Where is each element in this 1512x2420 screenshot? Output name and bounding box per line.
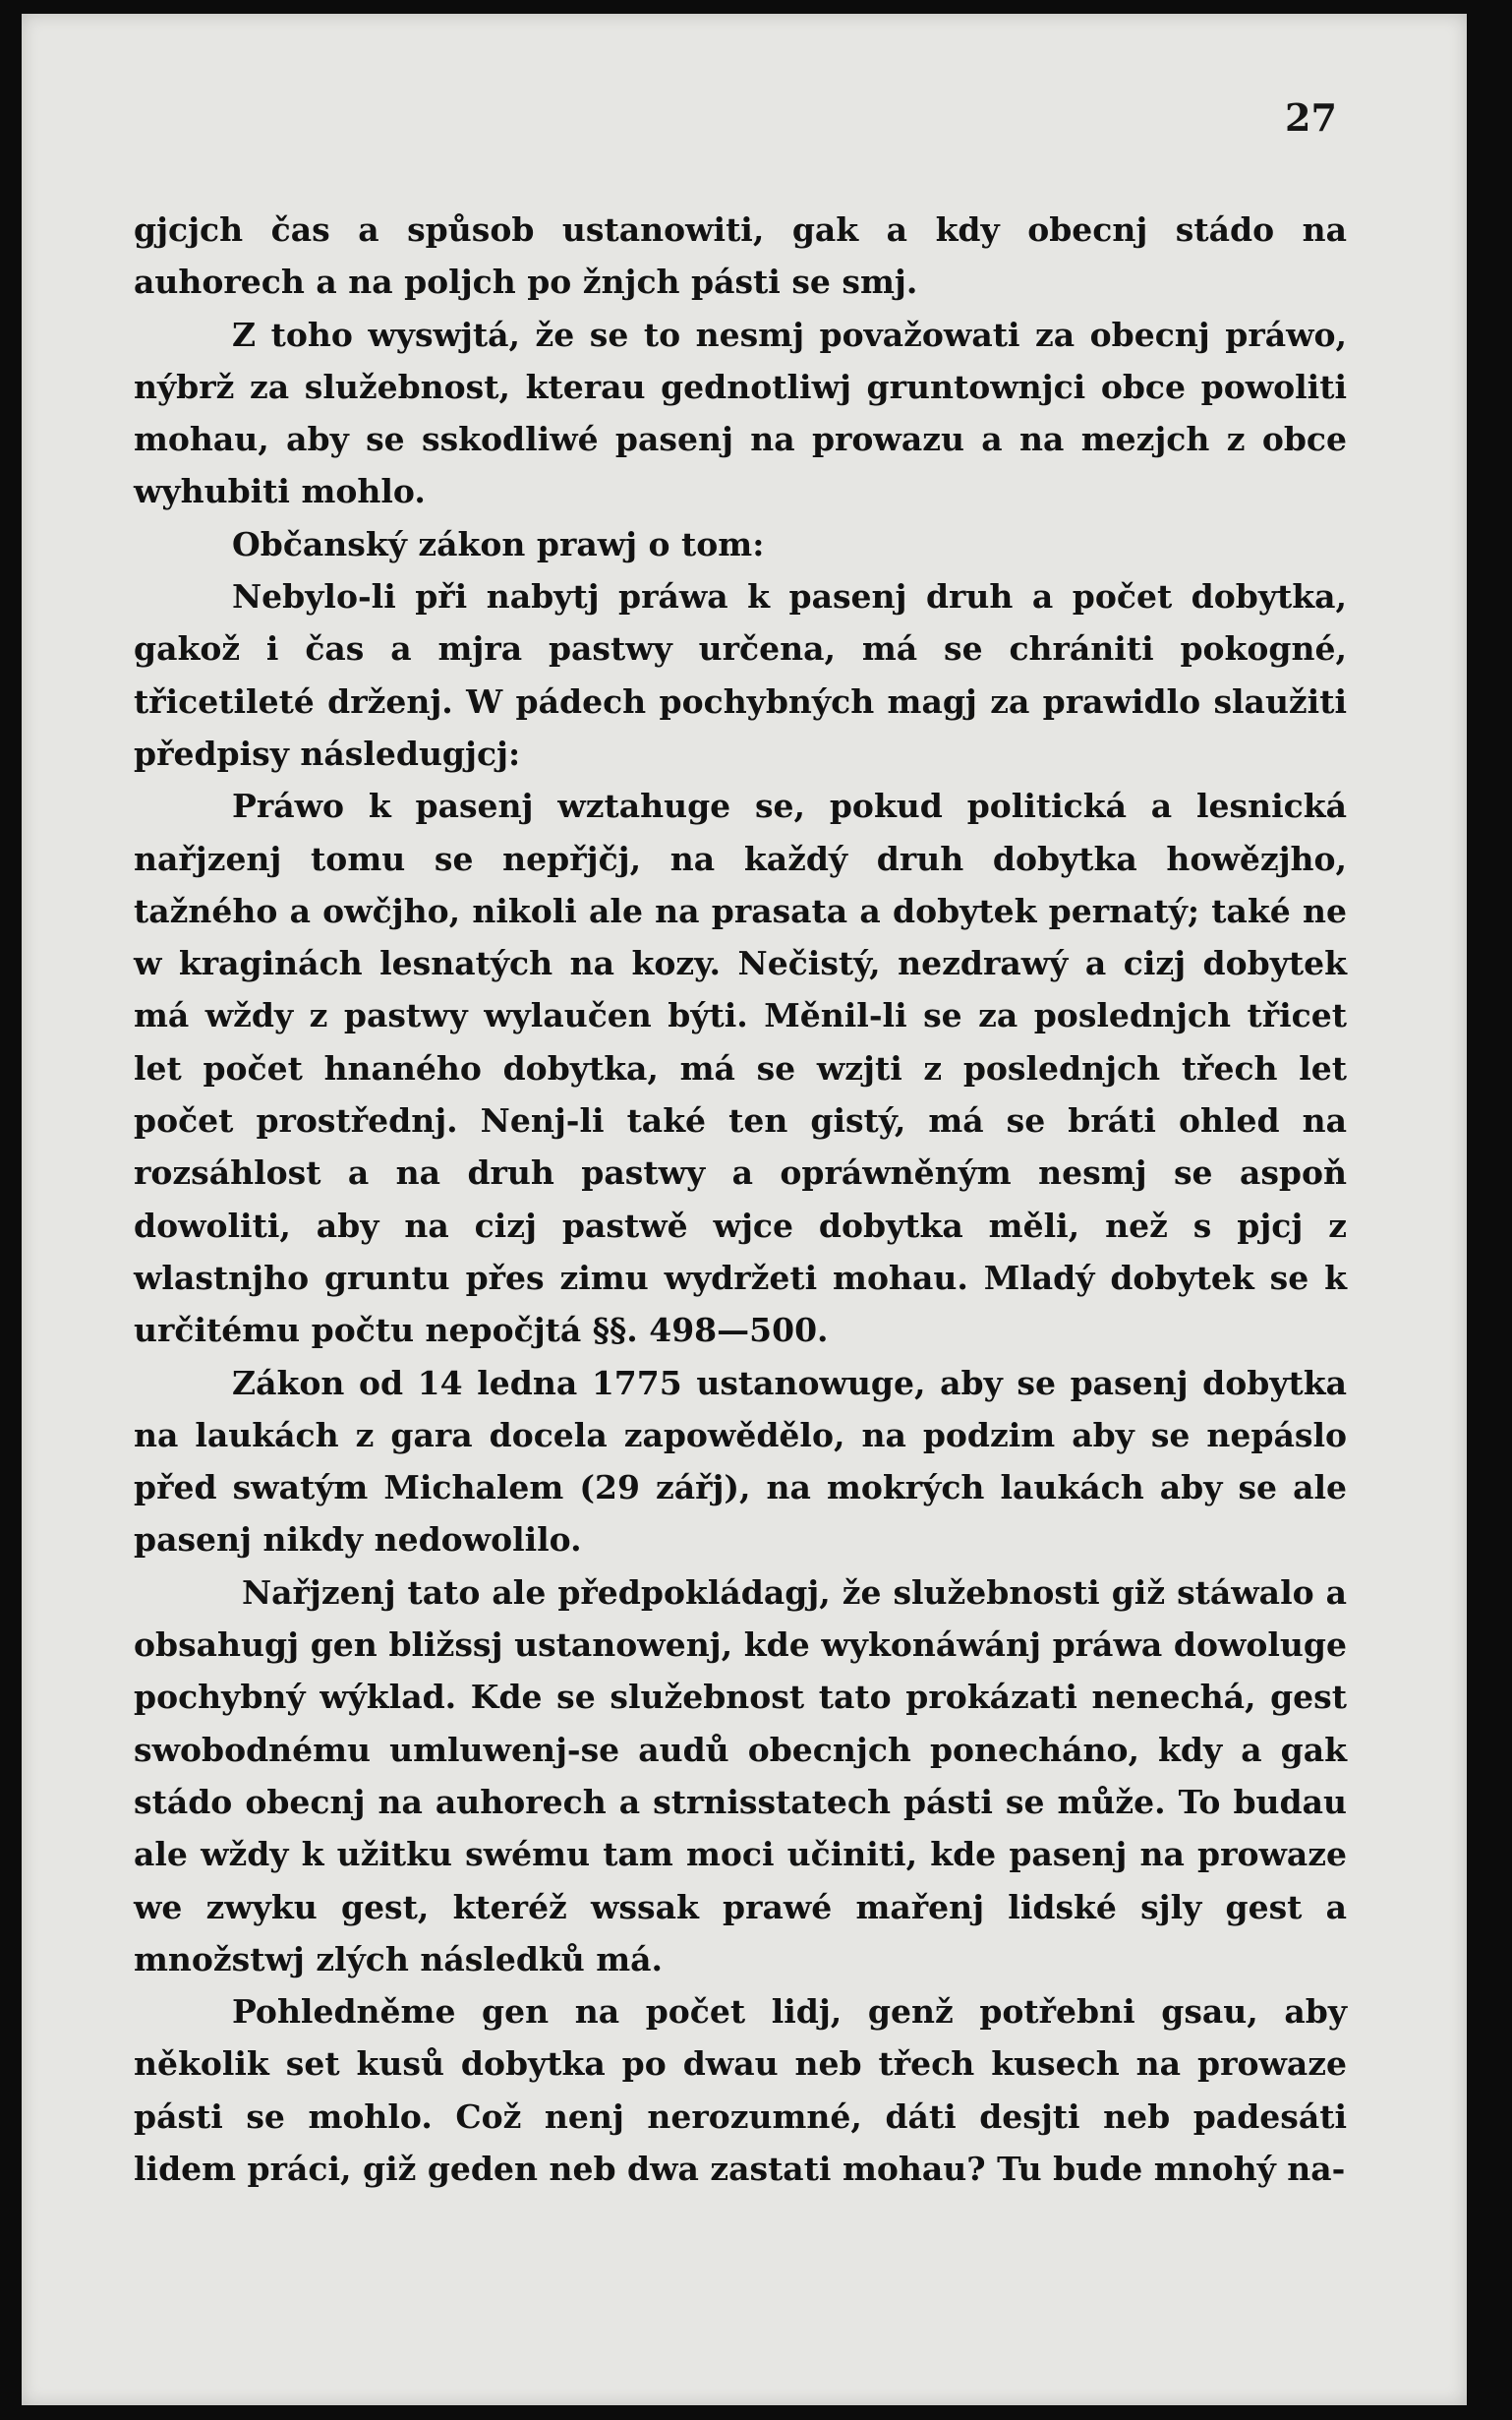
book-page <box>22 14 1467 2405</box>
paragraph-2: Z toho wyswjtá, že se to nesmj považowati za obecnj práwo, nýbrž za služebnost, kterau gednotliwj gruntownjci obce powoliti mohau, aby se sskodliwé pasenj na prowazu a na mezjch z obce wyhubiti mohlo. <box>134 315 1347 511</box>
paragraph-5: Práwo k pasenj wztahuge se, pokud politická a lesnická nařjzenj tomu se nepřjčj, na každý druh dobytka howězjho, tažného a owčjho, nikoli ale na prasata a dobytek pernatý; také ne w kraginách lesnatých na kozy. Nečistý, nezdrawý a cizj dobytek má wždy z pastwy wylaučen býti. Měnil-li se za poslednjch třicet let počet hnaného dobytka, má se wzjti z poslednjch třech let počet prostřednj. Nenj-li také ten gistý, má se bráti ohled na rozsáhlost a na druh pastwy a opráwněným nesmj se aspoň dowoliti, aby na cizj pastwě wjce dobytka měli, než s pjcj z wlastnjho gruntu přes zimu wydržeti mohau. Mladý dobytek se k určitému počtu nepočjtá §§. 498—500. <box>134 787 1347 1350</box>
paragraph-6: Zákon od 14 ledna 1775 ustanowuge, aby se pasenj dobytka na laukách z gara docela zapowědělo, na podzim aby se nepáslo před swatým Michalem (29 zářj), na mokrých laukách aby se ale pasenj nikdy nedowolilo. <box>134 1363 1347 1560</box>
paragraph-4: Nebylo-li při nabytj práwa k pasenj druh a počet dobytka, gakož i čas a mjra pastwy určena, má se chrániti pokogné, třicetileté drženj. W pádech pochybných magj za prawidlo slaužiti předpisy následugjcj: <box>134 577 1347 773</box>
paragraph-8: Pohledněme gen na počet lidj, genž potřebni gsau, aby několik set kusů dobytka po dwau neb třech kusech na prowaze pásti se mohlo. Což nenj nerozumné, dáti desjti neb padesáti lidem práci, giž geden neb dwa zastati mohau? Tu bude mnohý na- <box>134 1992 1347 2188</box>
paragraph-3: Občanský zákon prawj o tom: <box>232 524 765 563</box>
paragraph-1: gjcjch čas a spůsob ustanowiti, gak a kdy obecnj stádo na auhorech a na poljch po žnjch pásti se smj. <box>134 210 1347 302</box>
body-text <box>134 204 1347 2195</box>
page-number: 27 <box>1285 95 1337 140</box>
paragraph-7: Nařjzenj tato ale předpokládagj, že služebnosti giž stáwalo a obsahugj gen bližssj ustanowenj, kde wykonáwánj práwa dowoluge pochybný wýklad. Kde se služebnost tato prokázati nenechá, gest swobodnému umluwenj-se audů obecnjch ponecháno, kdy a gak stádo obecnj na auhorech a strnisstatech pásti se může. To budau ale wždy k užitku swému tam moci učiniti, kde pasenj na prowaze we zwyku gest, kteréž wssak prawé mařenj lidské sjly gest a množstwj zlých následků má. <box>134 1572 1347 1978</box>
